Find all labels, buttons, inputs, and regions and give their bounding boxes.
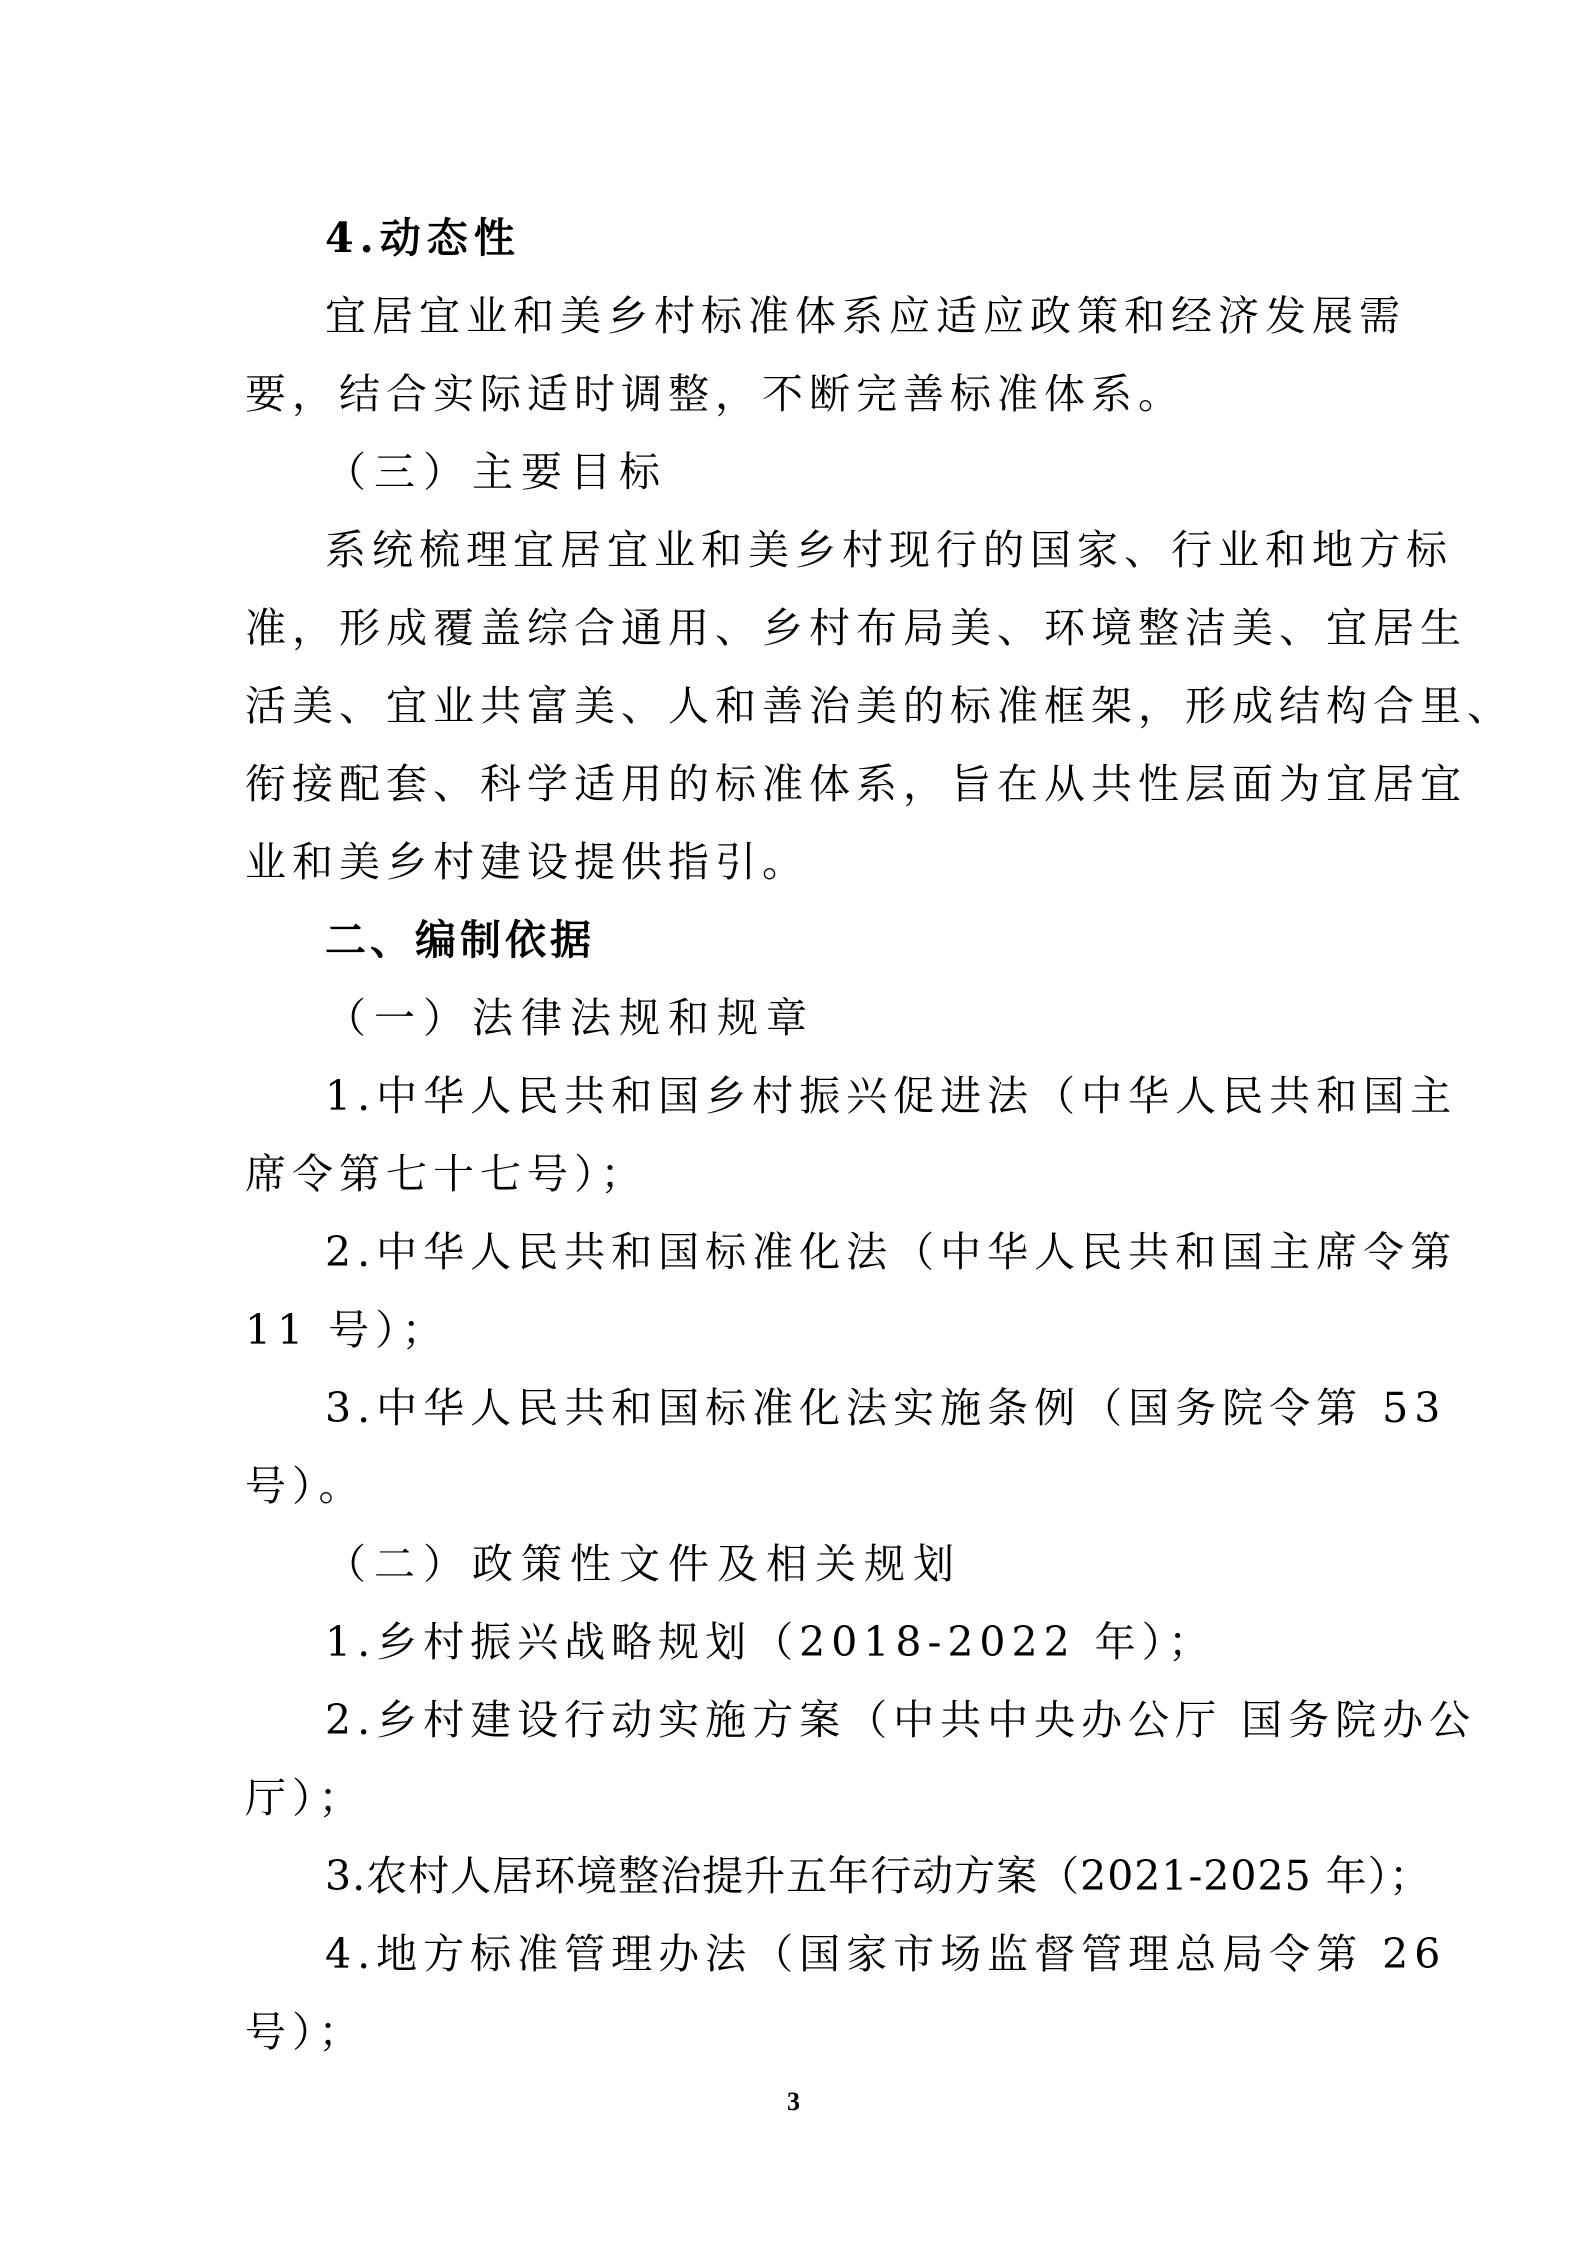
list-item-line: 2.中华人民共和国标准化法（中华人民共和国主席令第 — [325, 1228, 1458, 1276]
paragraph-line: 活美、宜业共富美、人和善治美的标准框架，形成结构合里、 — [245, 682, 1514, 730]
list-item-line: 11 号）； — [245, 1306, 449, 1354]
list-item-line: 4.地方标准管理办法（国家市场监督管理总局令第 26 — [325, 1930, 1447, 1978]
page-number: 3 — [787, 2087, 800, 2116]
subsection-heading-laws: （一）法律法规和规章 — [325, 994, 815, 1042]
paragraph-line: 要，结合实际适时调整，不断完善标准体系。 — [245, 370, 1185, 418]
paragraph-line: 业和美乡村建设提供指引。 — [245, 838, 809, 886]
list-item-line: 号）； — [245, 2008, 366, 2056]
subsection-heading-main-goals: （三）主要目标 — [325, 448, 668, 496]
list-item-line: 3.农村人居环境整治提升五年行动方案（2021-2025 年）； — [325, 1852, 1432, 1900]
list-item-line: 1.中华人民共和国乡村振兴促进法（中华人民共和国主 — [325, 1072, 1458, 1120]
list-item-line: 厅）； — [245, 1774, 366, 1822]
list-item-line: 3.中华人民共和国标准化法实施条例（国务院令第 53 — [325, 1384, 1447, 1432]
list-item-line: 号）。 — [245, 1462, 366, 1510]
item-heading-dynamic: 4.动态性 — [325, 214, 521, 262]
list-item-line: 2.乡村建设行动实施方案（中共中央办公厅 国务院办公 — [325, 1696, 1477, 1744]
section-heading-basis: 二、编制依据 — [325, 916, 595, 964]
list-item-line: 席令第七十七号）； — [245, 1150, 648, 1198]
paragraph-line: 系统梳理宜居宜业和美乡村现行的国家、行业和地方标 — [325, 526, 1453, 574]
subsection-heading-policies: （二）政策性文件及相关规划 — [325, 1540, 962, 1588]
list-item-line: 1.乡村振兴战略规划（2018-2022 年）； — [325, 1618, 1216, 1666]
paragraph-line: 宜居宜业和美乡村标准体系应适应政策和经济发展需 — [325, 292, 1406, 340]
paragraph-line: 衔接配套、科学适用的标准体系，旨在从共性层面为宜居宜 — [245, 760, 1467, 808]
paragraph-line: 准，形成覆盖综合通用、乡村布局美、环境整洁美、宜居生 — [245, 604, 1467, 652]
